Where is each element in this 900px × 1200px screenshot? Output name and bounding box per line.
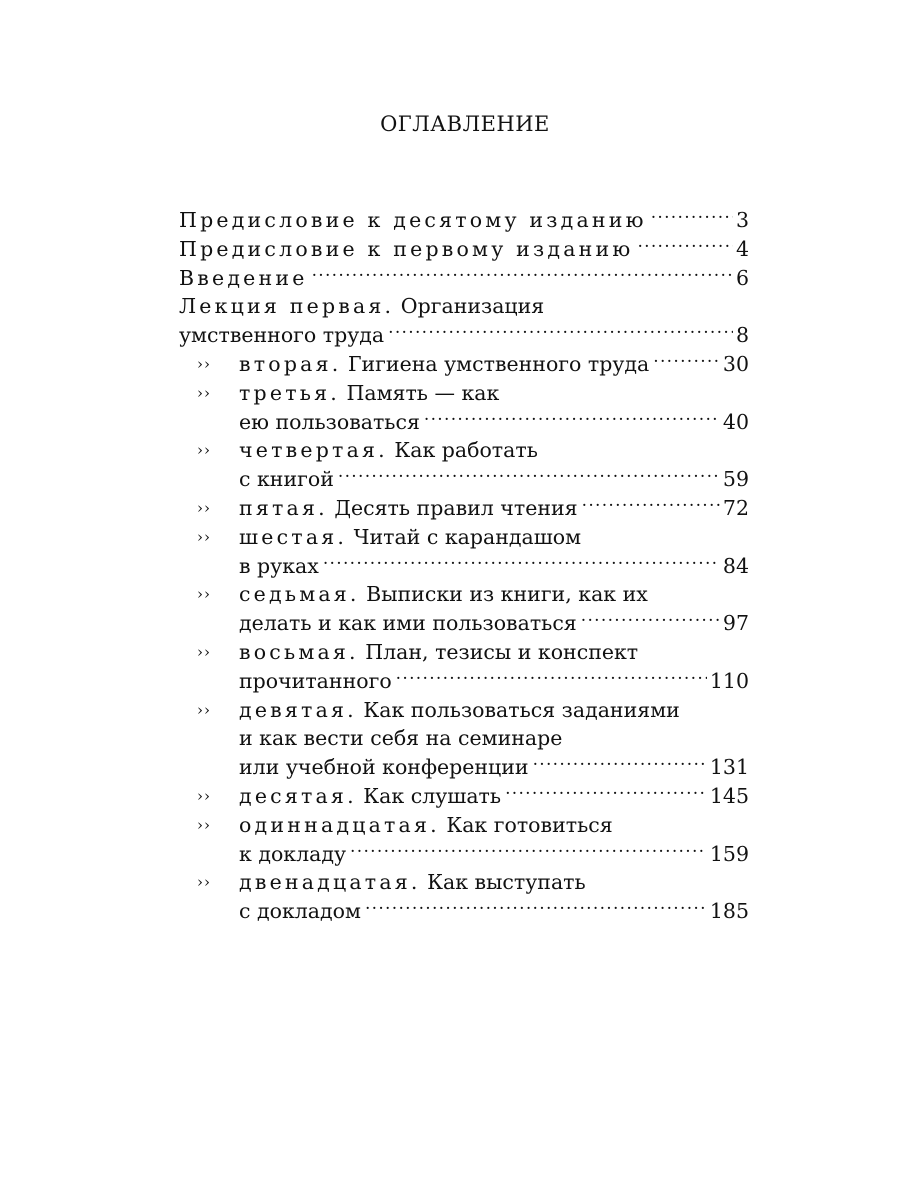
toc-lecture-ordinal: восьмая. xyxy=(239,639,359,664)
ditto-mark: ›› xyxy=(197,700,211,719)
toc-entry-title: Как работать xyxy=(387,438,538,463)
toc-entry-title: Память — как xyxy=(339,380,500,405)
dot-leader xyxy=(637,236,733,256)
toc-entry-lecture-11-line1 xyxy=(179,811,749,840)
toc-lecture-ordinal: четвертая. xyxy=(239,438,388,463)
toc-entry-lecture-6-line2 xyxy=(179,552,749,581)
toc-entry-lecture-8-line2 xyxy=(179,667,749,696)
ditto-mark: ›› xyxy=(197,642,211,661)
toc-lecture-ordinal: Лекция первая. xyxy=(179,294,395,319)
toc-entry-title: Как слушать xyxy=(356,783,502,808)
toc-lecture-ordinal: шестая. xyxy=(239,524,348,549)
toc-entry-title: Как выступать xyxy=(420,870,586,895)
toc-entry-title: Выписки из книги, как их xyxy=(359,582,648,607)
toc-entry-lecture-12-line2 xyxy=(179,897,749,926)
ditto-mark: ›› xyxy=(197,441,211,460)
table-of-contents xyxy=(179,206,749,926)
toc-entry-title-continued: прочитанного xyxy=(239,668,392,693)
toc-page-number: 8 xyxy=(735,323,749,348)
toc-entry-introduction xyxy=(179,264,749,293)
toc-page-number: 159 xyxy=(709,841,749,866)
toc-entry-title-continued: к докладу xyxy=(239,841,347,866)
toc-entry-lecture-9-line3 xyxy=(179,753,749,782)
toc-entry-title-continued: с книгой xyxy=(239,467,334,492)
toc-entry-title: Как пользоваться заданиями xyxy=(356,697,680,722)
toc-entry-lecture-3-line1 xyxy=(179,379,749,408)
toc-entry-lecture-4-line1 xyxy=(179,436,749,465)
toc-page-number: 131 xyxy=(709,755,749,780)
toc-entry-lecture-5 xyxy=(179,494,749,523)
toc-page-number: 6 xyxy=(735,265,749,290)
toc-entry-lecture-7-line2 xyxy=(179,609,749,638)
toc-entry-lecture-10 xyxy=(179,782,749,811)
toc-lecture-ordinal: одиннадцатая. xyxy=(239,812,440,837)
dot-leader xyxy=(651,207,733,227)
toc-entry-lecture-8-line1 xyxy=(179,638,749,667)
toc-entry-lecture-6-line1 xyxy=(179,523,749,552)
toc-page-number: 59 xyxy=(722,467,749,492)
ditto-mark: ›› xyxy=(197,527,211,546)
dot-leader xyxy=(582,495,720,515)
toc-entry-lecture-2 xyxy=(179,350,749,379)
dot-leader xyxy=(581,610,720,630)
toc-entry-title: Предисловие к десятому изданию xyxy=(179,208,647,232)
toc-entry-title: Введение xyxy=(179,265,308,290)
dot-leader xyxy=(396,668,707,688)
toc-entry-title-continued: в руках xyxy=(239,553,319,578)
toc-entry-title-continued: и как вести себя на семинаре xyxy=(239,726,563,751)
dot-leader xyxy=(388,322,733,342)
toc-entry-title-continued: делать и как ими пользоваться xyxy=(239,611,577,636)
toc-entry-preface-tenth xyxy=(179,206,749,235)
toc-entry-title-continued: с докладом xyxy=(239,899,361,924)
ditto-mark: ›› xyxy=(197,873,211,892)
ditto-mark: ›› xyxy=(197,354,211,373)
toc-page-number: 185 xyxy=(709,899,749,924)
toc-entry-title: Как готовиться xyxy=(439,812,613,837)
dot-leader xyxy=(323,553,720,573)
toc-lecture-ordinal: пятая. xyxy=(239,495,328,520)
toc-entry-preface-first xyxy=(179,235,749,264)
toc-page-number: 110 xyxy=(709,668,749,693)
toc-page-number: 30 xyxy=(722,351,749,376)
toc-page-number: 3 xyxy=(735,208,749,232)
ditto-mark: ›› xyxy=(197,815,211,834)
toc-entry-title: Предисловие к первому изданию xyxy=(179,236,634,261)
toc-entry-title-continued: ею пользоваться xyxy=(239,409,420,434)
toc-entry-lecture-9-line2 xyxy=(179,724,749,753)
toc-lecture-ordinal: вторая. xyxy=(239,351,342,376)
ditto-mark: ›› xyxy=(197,383,211,402)
toc-entry-title-continued: умственного труда xyxy=(179,323,385,348)
toc-lecture-ordinal: десятая. xyxy=(239,783,357,808)
toc-entry-lecture-1-line1 xyxy=(179,292,749,321)
toc-entry-title: Читай с карандашом xyxy=(347,524,582,549)
toc-entry-lecture-4-line2 xyxy=(179,465,749,494)
dot-leader xyxy=(338,466,720,486)
dot-leader xyxy=(424,409,720,429)
dot-leader xyxy=(312,265,733,285)
toc-page-number: 72 xyxy=(722,495,749,520)
toc-page-number: 145 xyxy=(709,783,749,808)
toc-entry-title: Гигиена умственного труда xyxy=(341,351,650,376)
toc-entry-lecture-9-line1 xyxy=(179,696,749,725)
toc-lecture-ordinal: седьмая. xyxy=(239,582,360,607)
dot-leader xyxy=(350,841,707,861)
toc-page-number: 84 xyxy=(722,553,749,578)
dot-leader xyxy=(505,783,707,803)
toc-lecture-ordinal: девятая. xyxy=(239,697,357,722)
dot-leader xyxy=(365,898,707,918)
toc-lecture-ordinal: двенадцатая. xyxy=(239,870,421,895)
ditto-mark: ›› xyxy=(197,786,211,805)
ditto-mark: ›› xyxy=(197,498,211,517)
toc-entry-title: План, тезисы и конспект xyxy=(358,639,639,664)
toc-entry-title: Организация xyxy=(394,294,545,319)
toc-entry-lecture-12-line1 xyxy=(179,868,749,897)
toc-entry-lecture-1-line2 xyxy=(179,321,749,350)
toc-entry-title: Десять правил чтения xyxy=(327,495,578,520)
toc-entry-lecture-7-line1 xyxy=(179,580,749,609)
toc-entry-lecture-11-line2 xyxy=(179,840,749,869)
toc-page-number: 97 xyxy=(722,611,749,636)
dot-leader xyxy=(653,351,720,371)
ditto-mark: ›› xyxy=(197,585,211,604)
toc-page-number: 4 xyxy=(735,236,749,261)
page-title: ОГЛАВЛЕНИЕ xyxy=(380,112,550,136)
dot-leader xyxy=(533,754,707,774)
toc-entry-lecture-3-line2 xyxy=(179,408,749,437)
toc-page-number: 40 xyxy=(722,409,749,434)
toc-entry-title-continued: или учебной конференции xyxy=(239,755,529,780)
toc-lecture-ordinal: третья. xyxy=(239,380,340,405)
